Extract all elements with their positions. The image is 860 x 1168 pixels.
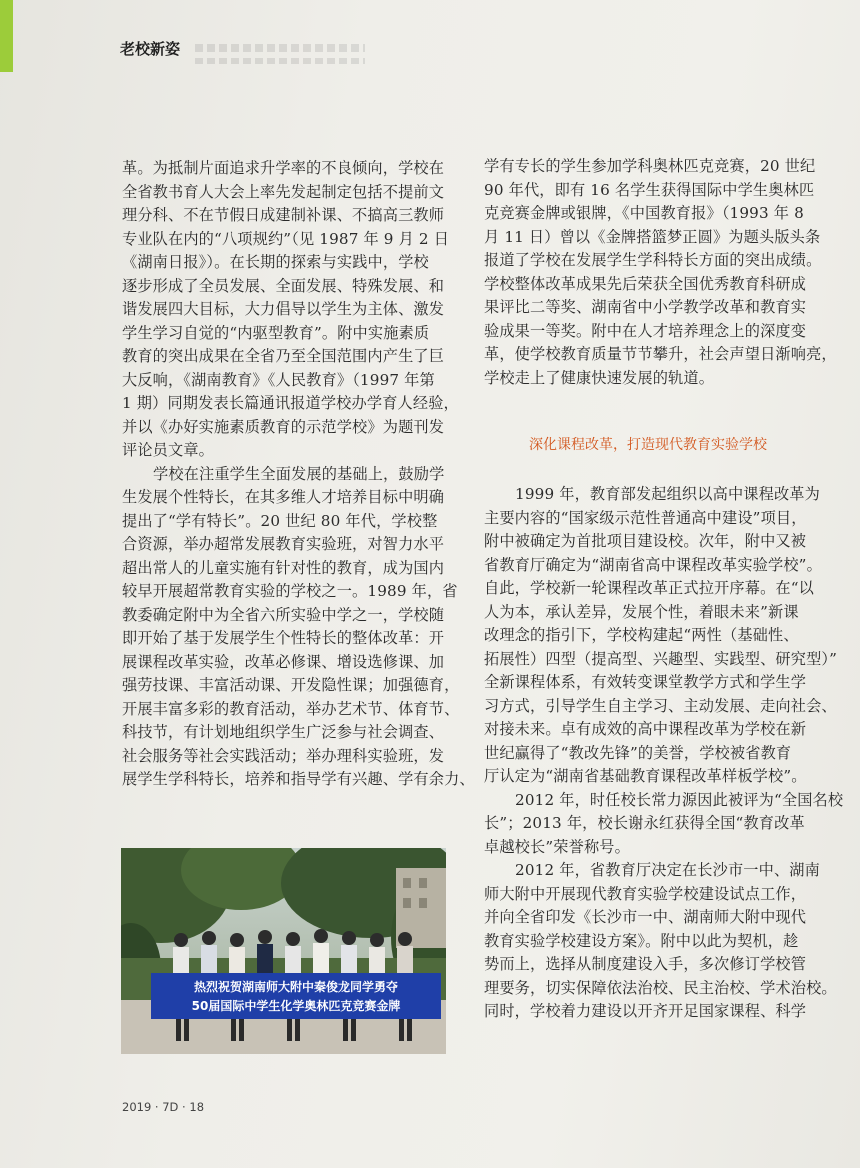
text-line: 合资源，举办超常发展教育实验班，对智力水平: [122, 535, 445, 553]
text-line: 教育实验学校建设方案》。附中以此为契机，趁: [484, 931, 799, 950]
right-text-column-top: [484, 155, 837, 390]
text-line: 学生学习自觉的“内驱型教育”。附中实施素质: [122, 323, 430, 342]
text-line: 较早开展超常教育实验的学校之一。1989 年，省: [122, 582, 458, 600]
group-photo: [121, 848, 446, 1054]
text-line: 同时，学校着力建设以开齐开足国家课程、科学: [484, 1002, 807, 1020]
text-line: 自此，学校新一轮课程改革正式拉开序幕。在“以: [484, 579, 815, 597]
text-line: 主要内容的“国家级示范性普通高中建设”项目，: [484, 508, 807, 527]
text-line: 长”；2013 年，校长谢永红获得全国“教育改革: [484, 814, 805, 832]
text-line: 卓越校长”荣誉称号。: [484, 837, 630, 856]
text-line: 对接未来。卓有成效的高中课程改革为学校在新: [484, 720, 807, 738]
text-line: 果评比二等奖、湖南省中小学教学改革和教育实: [484, 298, 807, 316]
text-line: 教委确定附中为全省六所实验中学之一，学校随: [122, 605, 445, 624]
text-line: 1 期）同期发表长篇通讯报道学校办学育人经验，: [122, 394, 459, 412]
right-text-column-bottom: [484, 483, 844, 1024]
text-line: 革，使学校教育质量节节攀升，社会声望日渐响亮，: [484, 345, 837, 363]
text-line: 革。为抵制片面追求升学率的不良倾向，学校在: [122, 159, 445, 177]
text-line: 克竞赛金牌或银牌，《中国教育报》（1993 年 8: [484, 204, 804, 222]
paragraph-start-line: 2012 年，时任校长常力源因此被评为“全国名校: [515, 790, 844, 809]
banner-line-2: 50届国际中学生化学奥林匹克竞赛金牌: [191, 999, 401, 1013]
text-line: 专业队在内的“八项规约”（见 1987 年 9 月 2 日: [122, 229, 450, 248]
text-line: 展学生学科特长，培养和指导学有兴趣、学有余力、: [122, 770, 475, 788]
text-line: 评论员文章。: [122, 441, 215, 459]
text-line: 超出常人的儿童实施有针对性的教育，成为国内: [122, 558, 445, 577]
text-line: 人为本，承认差异，发展个性，着眼未来”新课: [484, 602, 799, 621]
left-text-column: [122, 157, 475, 792]
text-line: 教育的突出成果在全省乃至全国范围内产生了巨: [122, 347, 445, 365]
text-line: 月 11 日）曾以《金牌搭篮梦正圆》为题头版头条: [484, 227, 821, 246]
section-heading: 深化课程改革，打造现代教育实验学校: [529, 437, 767, 453]
group-photo-illustration: [121, 848, 446, 1054]
text-line: 科技节，有计划地组织学生广泛参与社会调查、: [122, 723, 445, 741]
paragraph-start-line: 2012 年，省教育厅决定在长沙市一中、湖南: [515, 861, 820, 879]
text-line: 省教育厅确定为“湖南省高中课程改革实验学校”。: [484, 555, 822, 574]
show-through-text: [195, 44, 365, 70]
text-line: 学校走上了健康快速发展的轨道。: [484, 368, 715, 387]
text-line: 习方式，引导学生自主学习、主动发展、走向社会、: [484, 696, 837, 715]
text-line: 学校整体改革成果先后荣获全国优秀教育科研成: [484, 274, 807, 293]
section-title: 老校新姿: [120, 40, 181, 58]
text-line: 即开始了基于发展学生个性特长的整体改革：开: [122, 629, 445, 647]
text-line: 报道了学校在发展学生学科特长方面的突出成绩。: [484, 251, 822, 269]
page-footer: [122, 1100, 204, 1114]
paragraph-start-line: 学校在注重学生全面发展的基础上，鼓励学: [153, 464, 445, 483]
text-line: 并向全省印发《长沙市一中、湖南师大附中现代: [484, 908, 807, 926]
text-line: 厅认定为“湖南省基础教育课程改革样板学校”。: [484, 767, 807, 785]
text-line: 附中被确定为首批项目建设校。次年，附中又被: [484, 532, 807, 550]
text-line: 拓展性）四型（提高型、兴趣型、实践型、研究型）”: [484, 649, 838, 668]
text-line: 全新课程体系，有效转变课堂教学方式和学生学: [484, 673, 807, 691]
text-line: 开展丰富多彩的教育活动，举办艺术节、体育节、: [122, 699, 460, 718]
text-line: 生发展个性特长，在其多维人才培养目标中明确: [122, 488, 445, 506]
text-line: 师大附中开展现代教育实验学校建设试点工作，: [484, 884, 807, 903]
text-line: 理分科、不在节假日成建制补课、不搞高三教师: [122, 206, 445, 224]
text-line: 90 年代，即有 16 名学生获得国际中学生奥林匹: [484, 180, 815, 199]
section-color-tab: [0, 0, 13, 72]
paragraph-start-line: 1999 年，教育部发起组织以高中课程改革为: [515, 485, 820, 503]
text-line: 谐发展四大目标，大力倡导以学生为主体、激发: [122, 300, 445, 318]
text-line: 势而上，选择从制度建设入手，多次修订学校管: [484, 955, 807, 973]
page-number: 18: [189, 1100, 205, 1114]
issue-label: 2019 · 7D ·: [122, 1100, 186, 1114]
text-line: 改理念的指引下，学校构建起“两性（基础性、: [484, 626, 799, 644]
text-line: 学有专长的学生参加学科奥林匹克竞赛，20 世纪: [484, 157, 816, 175]
text-line: 《湖南日报》）。在长期的探索与实践中，学校: [122, 253, 429, 271]
text-line: 社会服务等社会实践活动；举办理科实验班，发: [122, 746, 445, 765]
text-line: 展课程改革实验，改革必修课、增设选修课、加: [122, 652, 445, 671]
text-line: 提出了“学有特长”。20 世纪 80 年代，学校整: [122, 511, 438, 530]
text-line: 并以《办好实施素质教育的示范学校》为题刊发: [122, 417, 445, 436]
text-line: 世纪赢得了“教改先锋”的美誉，学校被省教育: [484, 743, 792, 762]
text-line: 全省教书育人大会上率先发起制定包括不提前文: [122, 182, 445, 201]
text-line: 强劳技课、丰富活动课、开发隐性课；加强德育，: [122, 676, 460, 694]
text-line: 逐步形成了全员发展、全面发展、特殊发展、和: [122, 276, 445, 295]
text-line: 验成果一等奖。附中在人才培养理念上的深度变: [484, 321, 807, 340]
text-line: 大反响，《湖南教育》《人民教育》（1997 年第: [122, 370, 435, 389]
banner-line-1: 热烈祝贺湖南师大附中秦俊龙同学勇夺: [193, 980, 399, 994]
text-line: 理要务，切实保障依法治校、民主治校、学术治校。: [484, 978, 837, 997]
